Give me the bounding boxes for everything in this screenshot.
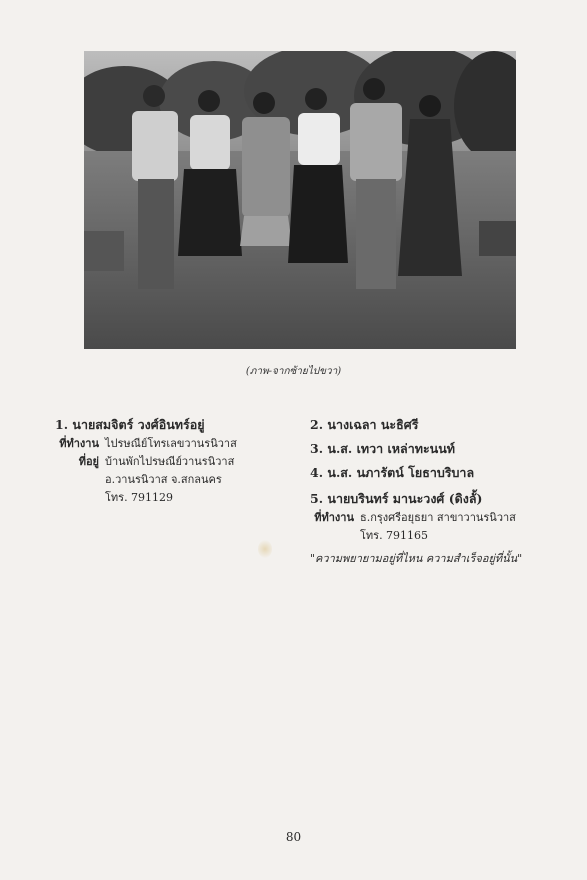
right-entries xyxy=(310,415,580,567)
entry-1-address xyxy=(55,453,305,471)
photo-caption: (ภาพ-จากซ้ายไปขวา) xyxy=(245,366,342,377)
entry-3-name: 3. น.ส. เทวา เหล่าทะนนท์ xyxy=(310,441,456,456)
group-photo xyxy=(84,51,516,349)
entry-1-phone: โทร. 791129 xyxy=(105,491,174,504)
address-line-1: บ้านพักไปรษณีย์วานรนิวาส xyxy=(105,455,235,468)
person-5 xyxy=(350,78,402,289)
address-line-2: อ.วานรนิวาส จ.สกลนคร xyxy=(105,473,222,486)
address-label: ที่อยู่ xyxy=(78,455,99,468)
workplace-value: ธ.กรุงศรีอยุธยา สาขาวานรนิวาส xyxy=(360,511,516,524)
paper-stain xyxy=(258,540,272,558)
workplace-value: ไปรษณีย์โทรเลขวานรนิวาส xyxy=(105,437,237,450)
entry-4-name: 4. น.ส. นภารัตน์ โยธาบริบาล xyxy=(310,465,475,480)
person-1 xyxy=(132,85,178,289)
group-photo-image xyxy=(84,51,516,349)
entry-1-name: 1. นายสมจิตร์ วงศ์อินทร์อยู่ xyxy=(55,417,205,432)
entry-1-workplace xyxy=(55,435,305,453)
left-entry xyxy=(55,415,305,507)
entry-5-name: 5. นายบรินทร์ มานะวงศ์ (ดิงลั้) xyxy=(310,491,483,506)
workplace-label: ที่ทำงาน xyxy=(59,437,99,450)
entry-5-quote: "ความพยายามอยู่ที่ไหน ความสำเร็จอยู่ที่นั้น" xyxy=(310,552,523,565)
entry-5-phone: โทร. 791165 xyxy=(360,529,429,542)
entry-2-name: 2. นางเฉลา นะธิศรี xyxy=(310,417,419,432)
workplace-label: ที่ทำงาน xyxy=(314,511,354,524)
entry-5-workplace xyxy=(310,509,580,527)
page-number: 80 xyxy=(285,830,302,844)
